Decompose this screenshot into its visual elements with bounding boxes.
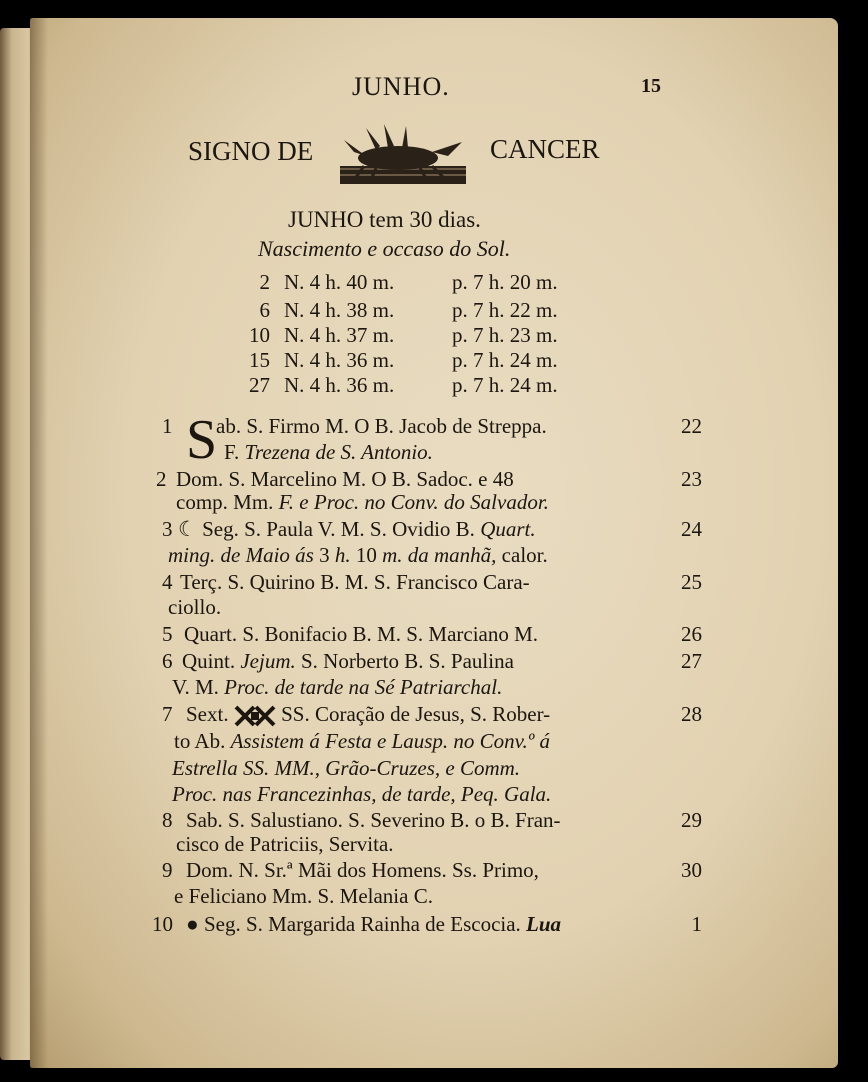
moon-day-number: 23 <box>681 467 702 491</box>
moon-phase-icon: ● <box>186 912 199 936</box>
entry-text: Terç. S. Quirino B. M. S. Francisco Cara- <box>180 570 530 594</box>
order-cross-icon <box>234 705 276 727</box>
crab-icon <box>336 122 470 190</box>
entry-italic: Jejum. <box>240 649 296 673</box>
day-number: 8 <box>162 808 173 832</box>
entry-italic: Quart. <box>480 517 536 541</box>
entry-italic: Proc. nas Francezinhas, de tarde, Peq. Gala. <box>172 782 552 806</box>
sun-day: 6 <box>259 298 270 322</box>
moon-day-number: 27 <box>681 649 702 673</box>
sunrise: N. 4 h. 36 m. <box>284 373 395 397</box>
drop-cap: S <box>186 409 218 471</box>
entry-text: V. M. <box>172 675 225 699</box>
sunrise: N. 4 h. 38 m. <box>284 298 395 322</box>
day-number: 9 <box>162 858 173 882</box>
day-number: 3 <box>162 517 173 541</box>
moon-day-number: 28 <box>681 702 702 726</box>
sun-table-heading: Nascimento e occaso do Sol. <box>258 236 511 261</box>
entry-text: e Feliciano Mm. S. Melania C. <box>174 884 433 908</box>
entry-text: 3 <box>313 543 335 567</box>
moon-day-number: 29 <box>681 808 702 832</box>
entry-italic: Assistem á Festa e Lausp. no Conv.º á <box>230 729 550 753</box>
entry-text: calor. <box>496 543 548 567</box>
page-number: 15 <box>641 75 661 97</box>
sunset: p. 7 h. 23 m. <box>452 323 558 347</box>
entry-text: ab. S. Firmo M. O B. Jacob de Streppa. <box>216 414 547 438</box>
entry-italic: m. da manhã, <box>382 543 497 567</box>
sign-label-right: CANCER <box>490 134 600 164</box>
sun-table-row <box>244 373 604 397</box>
entry-text: F. <box>224 440 245 464</box>
entry-italic: F. e Proc. no Conv. do Salvador. <box>278 490 549 514</box>
month-days-line: JUNHO tem 30 dias. <box>288 207 481 232</box>
entry-text: cisco de Patriciis, Servita. <box>176 832 394 856</box>
page-gutter-shadow <box>30 18 48 1068</box>
day-number: 5 <box>162 622 173 646</box>
moon-day-number: 30 <box>681 858 702 882</box>
day-number: 7 <box>162 702 173 726</box>
moon-day-number: 26 <box>681 622 702 646</box>
sunrise: N. 4 h. 37 m. <box>284 323 395 347</box>
day-number: 2 <box>156 467 167 491</box>
moon-day-number: 1 <box>691 912 702 936</box>
sun-day: 15 <box>249 348 270 372</box>
sunset: p. 7 h. 24 m. <box>452 373 558 397</box>
day-number: 1 <box>162 414 173 438</box>
moon-day-number: 24 <box>681 517 702 541</box>
entry-text: SS. Coração de Jesus, S. Rober- <box>275 702 551 726</box>
entry-text: ciollo. <box>168 595 222 619</box>
entry-italic: h. <box>334 543 351 567</box>
sun-table-row <box>244 323 604 347</box>
day-number: 6 <box>162 649 173 673</box>
entry-text: Sab. S. Salustiano. S. Severino B. o B. Fran- <box>186 808 561 832</box>
sunrise: N. 4 h. 36 m. <box>284 348 395 372</box>
entry-italic: ming. de Maio ás <box>168 543 314 567</box>
sunrise: N. 4 h. 40 m. <box>284 270 395 294</box>
sun-day: 27 <box>249 373 270 397</box>
entry-italic: Lua <box>526 912 562 936</box>
sun-day: 10 <box>249 323 270 347</box>
sun-table-row <box>244 348 604 372</box>
sun-table-row <box>244 270 604 294</box>
entry-italic: Estrella SS. MM., Grão-Cruzes, e Comm. <box>172 756 521 780</box>
day-number: 4 <box>162 570 173 594</box>
entry-text: Dom. S. Marcelino M. O B. Sadoc. e 48 <box>176 467 514 491</box>
entry-text: S. Norberto B. S. Paulina <box>295 649 514 673</box>
month-heading: JUNHO. <box>352 72 450 101</box>
entry-text: Quart. S. Bonifacio B. M. S. Marciano M. <box>184 622 539 646</box>
moon-day-number: 25 <box>681 570 702 594</box>
sun-day: 2 <box>259 270 270 294</box>
sunset: p. 7 h. 20 m. <box>452 270 558 294</box>
entry-text: Seg. S. Paula V. M. S. Ovidio B. <box>196 517 481 541</box>
day-number: 10 <box>152 912 173 936</box>
entry-italic: Trezena de S. Antonio. <box>244 440 433 464</box>
sign-label-left: SIGNO DE <box>188 136 314 166</box>
sunset: p. 7 h. 24 m. <box>452 348 558 372</box>
entry-text: Sext. <box>186 702 234 726</box>
entry-text: Quint. <box>182 649 241 673</box>
entry-text: Dom. N. Sr.ª Mãi dos Homens. Ss. Primo, <box>186 858 539 882</box>
entry-text: to Ab. <box>174 729 231 753</box>
entry-text: 10 <box>350 543 383 567</box>
moon-phase-icon: ☾ <box>178 517 197 541</box>
entry-text: comp. Mm. <box>176 490 279 514</box>
entry-italic: Proc. de tarde na Sé Patriarchal. <box>224 675 503 699</box>
sunset: p. 7 h. 22 m. <box>452 298 558 322</box>
sun-table-row <box>244 298 604 322</box>
entry-text: Seg. S. Margarida Rainha de Escocia. <box>198 912 527 936</box>
moon-day-number: 22 <box>681 414 702 438</box>
